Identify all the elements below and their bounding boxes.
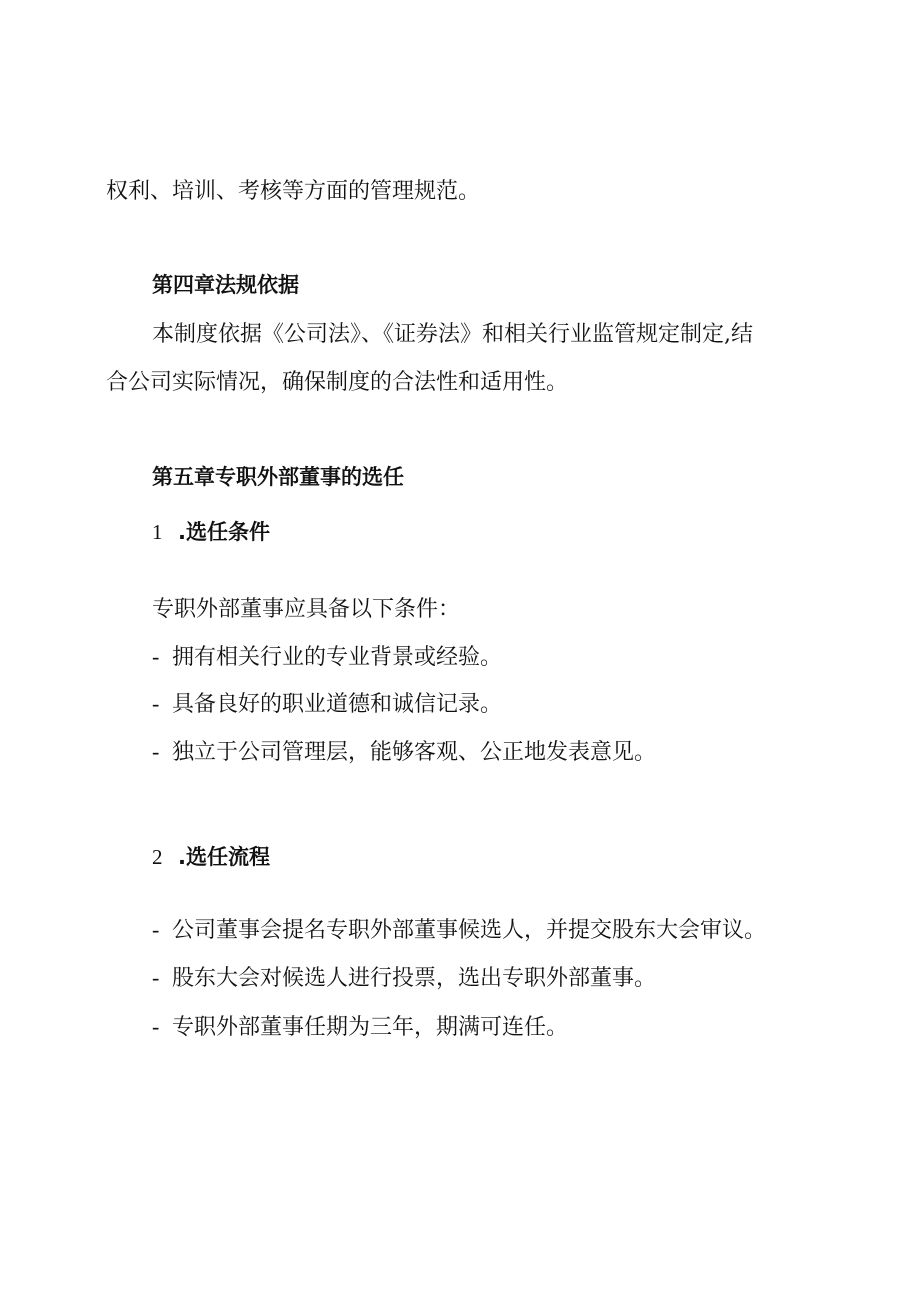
bullet-dash: - <box>152 644 160 669</box>
bullet-dash: - <box>152 1014 160 1039</box>
chapter-4-paragraph-line-1: 本制度依据《公司法》、《证券法》和相关行业监管规定制定,结 <box>152 322 753 347</box>
section-1-number: 1 <box>152 520 163 544</box>
chapter-5-heading: 第五章专职外部董事的选任 <box>152 465 404 489</box>
bullet-dash: - <box>152 965 160 990</box>
section-2-title: .选任流程 <box>178 845 270 869</box>
list-item <box>152 642 502 673</box>
list-item-text: 专职外部董事任期为三年，期满可连任。 <box>172 1015 569 1040</box>
list-item <box>152 689 502 720</box>
section-2-heading <box>152 842 270 872</box>
section-1-heading <box>152 517 270 547</box>
chapter-4-paragraph-line-2: 合公司实际情况，确保制度的合法性和适用性。 <box>106 370 569 395</box>
section-1-lead: 专职外部董事应具备以下条件： <box>152 597 461 622</box>
paragraph-continuation: 权利、培训、考核等方面的管理规范。 <box>106 179 481 204</box>
list-item-text: 股东大会对候选人进行投票，选出专职外部董事。 <box>172 966 657 991</box>
list-item-text: 独立于公司管理层，能够客观、公正地发表意见。 <box>172 740 657 765</box>
list-item-text: 公司董事会提名专职外部董事候选人，并提交股东大会审议。 <box>172 918 767 943</box>
chapter-4-heading: 第四章法规依据 <box>152 273 299 297</box>
list-item <box>152 963 656 994</box>
section-2-number: 2 <box>152 845 163 869</box>
bullet-dash: - <box>152 691 160 716</box>
list-item-text: 具备良好的职业道德和诚信记录。 <box>172 692 503 717</box>
list-item <box>152 915 766 946</box>
bullet-dash: - <box>152 739 160 764</box>
list-item-text: 拥有相关行业的专业背景或经验。 <box>172 645 503 670</box>
section-1-title: .选任条件 <box>178 520 270 544</box>
list-item <box>152 1012 568 1043</box>
bullet-dash: - <box>152 917 160 942</box>
list-item <box>152 737 656 768</box>
